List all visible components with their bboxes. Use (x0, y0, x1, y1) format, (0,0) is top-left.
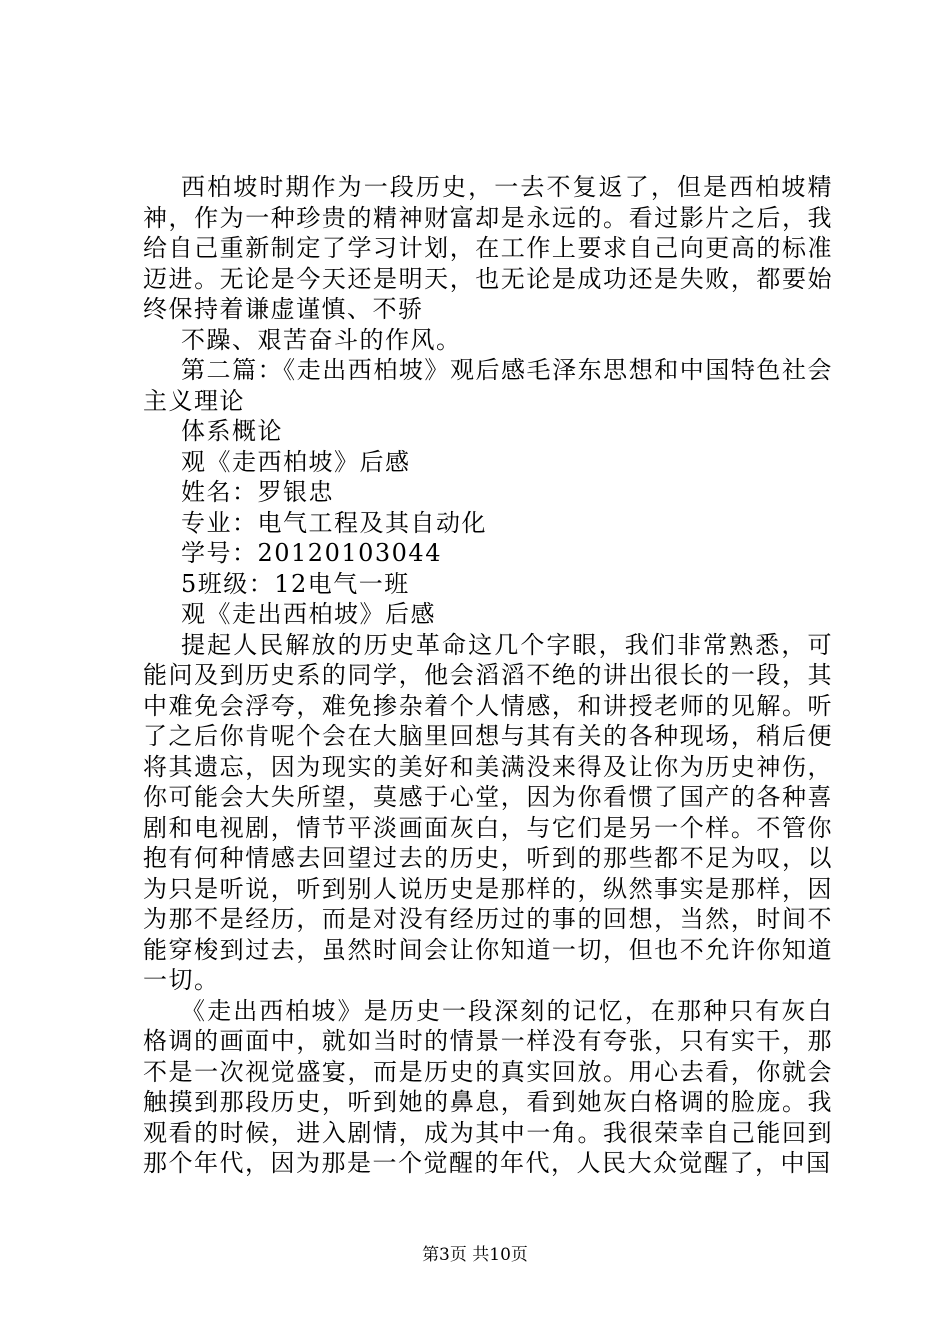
class-info: 5班级：12电气一班 (181, 569, 410, 598)
paragraph-continuation: 不躁、艰苦奋斗的作风。 (181, 325, 462, 354)
paragraph-film-memory: 《走出西柏坡》是历史一段深刻的记忆，在那种只有灰白格调的画面中，就如当时的情景一样没有夸张，只有实干，那不是一次视觉盛宴，而是历史的真实回放。用心去看，你就会触摸到那段历史，听到她的鼻息，看到她灰白格调的脸庞。我观看的时候，进入剧情，成为其中一角。我很荣幸自己能回到那个年代，因为那是一个觉醒的年代，人民大众觉醒了，中国 (143, 996, 833, 1177)
author-name: 姓名：罗银忠 (181, 478, 334, 506)
student-id: 学号：20120103044 (181, 539, 442, 567)
section-heading-continuation: 体系概论 (181, 417, 283, 445)
paragraph-history-revolution: 提起人民解放的历史革命这几个字眼，我们非常熟悉，可能问及到历史系的同学，他会滔滔不绝的讲出很长的一段，其中难免会浮夸，难免掺杂着个人情感，和讲授老师的见解。听了之后你肯呢个会在大脑里回想与其有关的各种现场，稍后便将其遗忘，因为现实的美好和美满没来得及让你为历史神伤，你可能会大失所望，莫感于心堂，因为你看惯了国产的各种喜剧和电视剧，情节平淡画面灰白，与它们是另一个样。不管你抱有何种情感去回望过去的历史，听到的那些都不足为叹，以为只是听说，听到别人说历史是那样的，纵然事实是那样，因为那不是经历，而是对没有经历过的事的回想，当然，时间不能穿梭到过去，虽然时间会让你知道一切，但也不允许你知道一切。 (143, 630, 833, 994)
essay-subtitle: 观《走出西柏坡》后感 (181, 600, 436, 628)
document-body (143, 172, 833, 1179)
section-heading-part-two: 第二篇：《走出西柏坡》观后感毛泽东思想和中国特色社会主义理论 (143, 356, 833, 415)
page-number-footer: 第3页 共10页 (422, 1245, 528, 1265)
paragraph-xibaipo-spirit: 西柏坡时期作为一段历史，一去不复返了，但是西柏坡精神，作为一种珍贵的精神财富却是永远的。看过影片之后，我给自己重新制定了学习计划，在工作上要求自己向更高的标准迈进。无论是今天还是明天，也无论是成功还是失败，都要始终保持着谦虚谨慎、不骄 (143, 173, 833, 323)
essay-title: 观《走西柏坡》后感 (181, 447, 411, 476)
author-major: 专业：电气工程及其自动化 (181, 508, 487, 537)
